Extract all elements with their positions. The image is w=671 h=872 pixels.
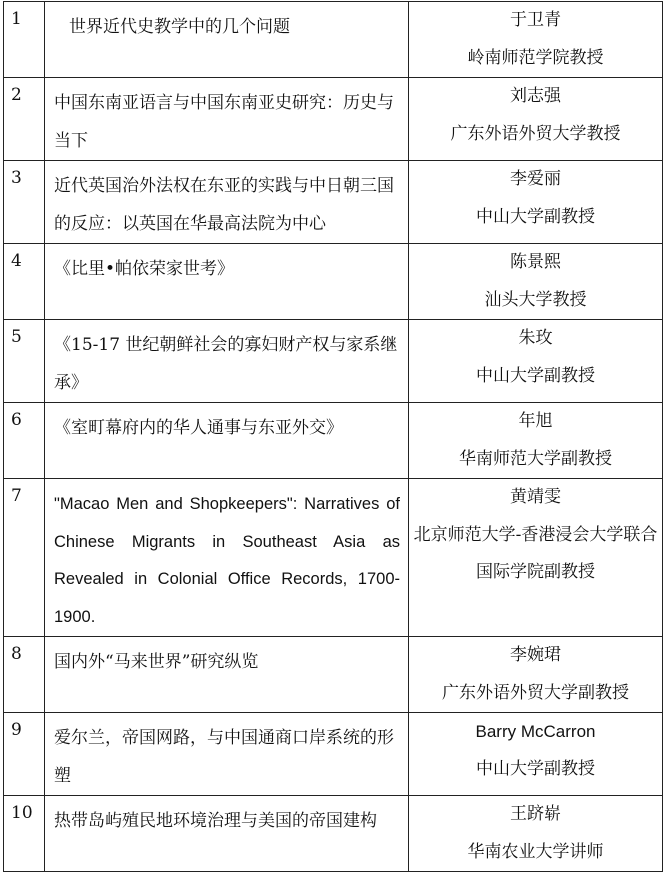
speaker-affiliation: 中山大学副教授 <box>476 365 595 386</box>
speaker-affiliation: 中山大学副教授 <box>476 206 595 227</box>
table-row <box>4 161 663 244</box>
row-number: 8 <box>4 637 45 713</box>
table-row <box>4 713 663 796</box>
speaker-affiliation: 岭南师范学院教授 <box>467 47 604 68</box>
speaker-name: 王跻崭 <box>510 804 561 824</box>
table-row <box>4 796 663 872</box>
table-row <box>4 78 663 161</box>
speaker-affiliation: 汕头大学教授 <box>484 289 587 310</box>
speaker-cell <box>409 796 663 872</box>
speaker-table <box>3 1 663 872</box>
speaker-name: Barry McCarron <box>475 722 596 741</box>
speaker-cell <box>409 320 663 403</box>
speaker-name: 李婉珺 <box>510 645 561 665</box>
table-row <box>4 637 663 713</box>
speaker-name: 黄靖雯 <box>510 487 561 507</box>
talk-title: 爱尔兰，帝国网路，与中国通商口岸系统的形塑 <box>45 713 409 796</box>
speaker-name: 李爱丽 <box>510 169 561 189</box>
row-number: 5 <box>4 320 45 403</box>
row-number: 7 <box>4 479 45 637</box>
speaker-name: 刘志强 <box>510 86 561 106</box>
row-number: 2 <box>4 78 45 161</box>
talk-title: 国内外“马来世界”研究纵览 <box>45 637 409 713</box>
talk-title: 中国东南亚语言与中国东南亚史研究：历史与当下 <box>45 78 409 161</box>
speaker-name: 于卫青 <box>510 10 561 30</box>
speaker-affiliation: 华南农业大学讲师 <box>467 841 604 862</box>
speaker-cell <box>409 403 663 479</box>
row-number: 3 <box>4 161 45 244</box>
speaker-name: 年旭 <box>518 411 553 431</box>
talk-title: 近代英国治外法权在东亚的实践与中日朝三国的反应：以英国在华最高法院为中心 <box>45 161 409 244</box>
table-row <box>4 244 663 320</box>
table-row <box>4 403 663 479</box>
row-number: 6 <box>4 403 45 479</box>
speaker-cell <box>409 78 663 161</box>
speaker-cell <box>409 479 663 637</box>
speaker-affiliation: 中山大学副教授 <box>476 758 595 779</box>
table-row <box>4 479 663 637</box>
speaker-affiliation: 广东外语外贸大学教授 <box>450 123 621 144</box>
talk-title: 《室町幕府内的华人通事与东亚外交》 <box>45 403 409 479</box>
speaker-cell <box>409 713 663 796</box>
talk-title: 《比里•帕依荣家世考》 <box>45 244 409 320</box>
speaker-name: 朱玫 <box>518 328 553 348</box>
row-number: 10 <box>4 796 45 872</box>
talk-title: 世界近代史教学中的几个问题 <box>45 2 409 78</box>
talk-title: 热带岛屿殖民地环境治理与美国的帝国建构 <box>45 796 409 872</box>
speaker-affiliation: 北京师范大学-香港浸会大学联合国际学院副教授 <box>413 524 658 582</box>
row-number: 9 <box>4 713 45 796</box>
speaker-cell <box>409 2 663 78</box>
speaker-affiliation: 华南师范大学副教授 <box>459 448 612 469</box>
talk-title: "Macao Men and Shopkeepers": Narratives of Chinese Migrants in Southeast Asia as Revealed in Colonial Office Records, 1700-1900. <box>45 479 409 637</box>
speaker-cell <box>409 637 663 713</box>
speaker-cell <box>409 161 663 244</box>
speaker-affiliation: 广东外语外贸大学副教授 <box>442 682 629 703</box>
talk-title: 《15-17 世纪朝鲜社会的寡妇财产权与家系继承》 <box>45 320 409 403</box>
table-row <box>4 320 663 403</box>
speaker-name: 陈景熙 <box>510 252 561 272</box>
row-number: 4 <box>4 244 45 320</box>
row-number: 1 <box>4 2 45 78</box>
speaker-cell <box>409 244 663 320</box>
table-row <box>4 2 663 78</box>
